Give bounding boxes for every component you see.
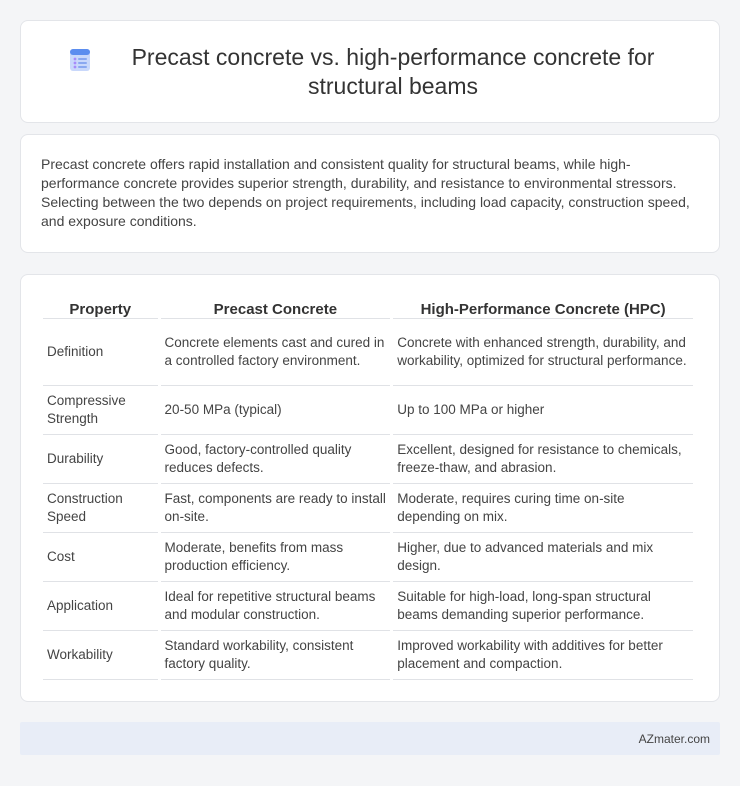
precast-cell: Standard workability, consistent factory quality. [161, 631, 391, 680]
hpc-cell: Up to 100 MPa or higher [393, 386, 693, 435]
summary-text: Precast concrete offers rapid installation and consistent quality for structural beams, while high-performance concrete provides superior strength, durability, and resistance to environmental stressors. Selecting between the two depends on project requirements, including load capacity, construction speed, and exposure conditions. [41, 156, 690, 229]
property-cell: Cost [43, 533, 158, 582]
footer-bar [20, 722, 720, 755]
table-row [43, 319, 693, 386]
precast-cell: Good, factory-controlled quality reduces defects. [161, 435, 391, 484]
table-row [43, 631, 693, 680]
document-list-icon [67, 47, 93, 73]
precast-cell: Ideal for repetitive structural beams and modular construction. [161, 582, 391, 631]
property-cell: Workability [43, 631, 158, 680]
comparison-table [40, 297, 696, 680]
property-cell: Compressive Strength [43, 386, 158, 435]
hpc-cell: Suitable for high-load, long-span structural beams demanding superior performance. [393, 582, 693, 631]
header-hpc: High-Performance Concrete (HPC) [393, 297, 693, 319]
table-row [43, 582, 693, 631]
precast-cell: 20-50 MPa (typical) [161, 386, 391, 435]
hpc-cell: Concrete with enhanced strength, durability, and workability, optimized for structural performance. [393, 319, 693, 386]
table-row [43, 484, 693, 533]
table-header-row [43, 297, 693, 319]
header-precast: Precast Concrete [161, 297, 391, 319]
page-title: Precast concrete vs. high-performance concrete for structural beams [131, 43, 655, 99]
comparison-card [20, 274, 720, 702]
footer-brand-link[interactable]: AZmater.com [638, 731, 710, 746]
property-cell: Definition [43, 319, 158, 386]
table-row [43, 435, 693, 484]
precast-cell: Moderate, benefits from mass production efficiency. [161, 533, 391, 582]
property-cell: Construction Speed [43, 484, 158, 533]
table-row [43, 386, 693, 435]
property-cell: Application [43, 582, 158, 631]
title-card [20, 20, 720, 123]
header-property: Property [43, 297, 158, 319]
summary-card [20, 134, 720, 253]
hpc-cell: Moderate, requires curing time on-site depending on mix. [393, 484, 693, 533]
table-row [43, 533, 693, 582]
hpc-cell: Higher, due to advanced materials and mix design. [393, 533, 693, 582]
title-wrap [50, 43, 690, 101]
property-cell: Durability [43, 435, 158, 484]
hpc-cell: Improved workability with additives for better placement and compaction. [393, 631, 693, 680]
hpc-cell: Excellent, designed for resistance to chemicals, freeze-thaw, and abrasion. [393, 435, 693, 484]
precast-cell: Concrete elements cast and cured in a controlled factory environment. [161, 319, 391, 386]
precast-cell: Fast, components are ready to install on-site. [161, 484, 391, 533]
